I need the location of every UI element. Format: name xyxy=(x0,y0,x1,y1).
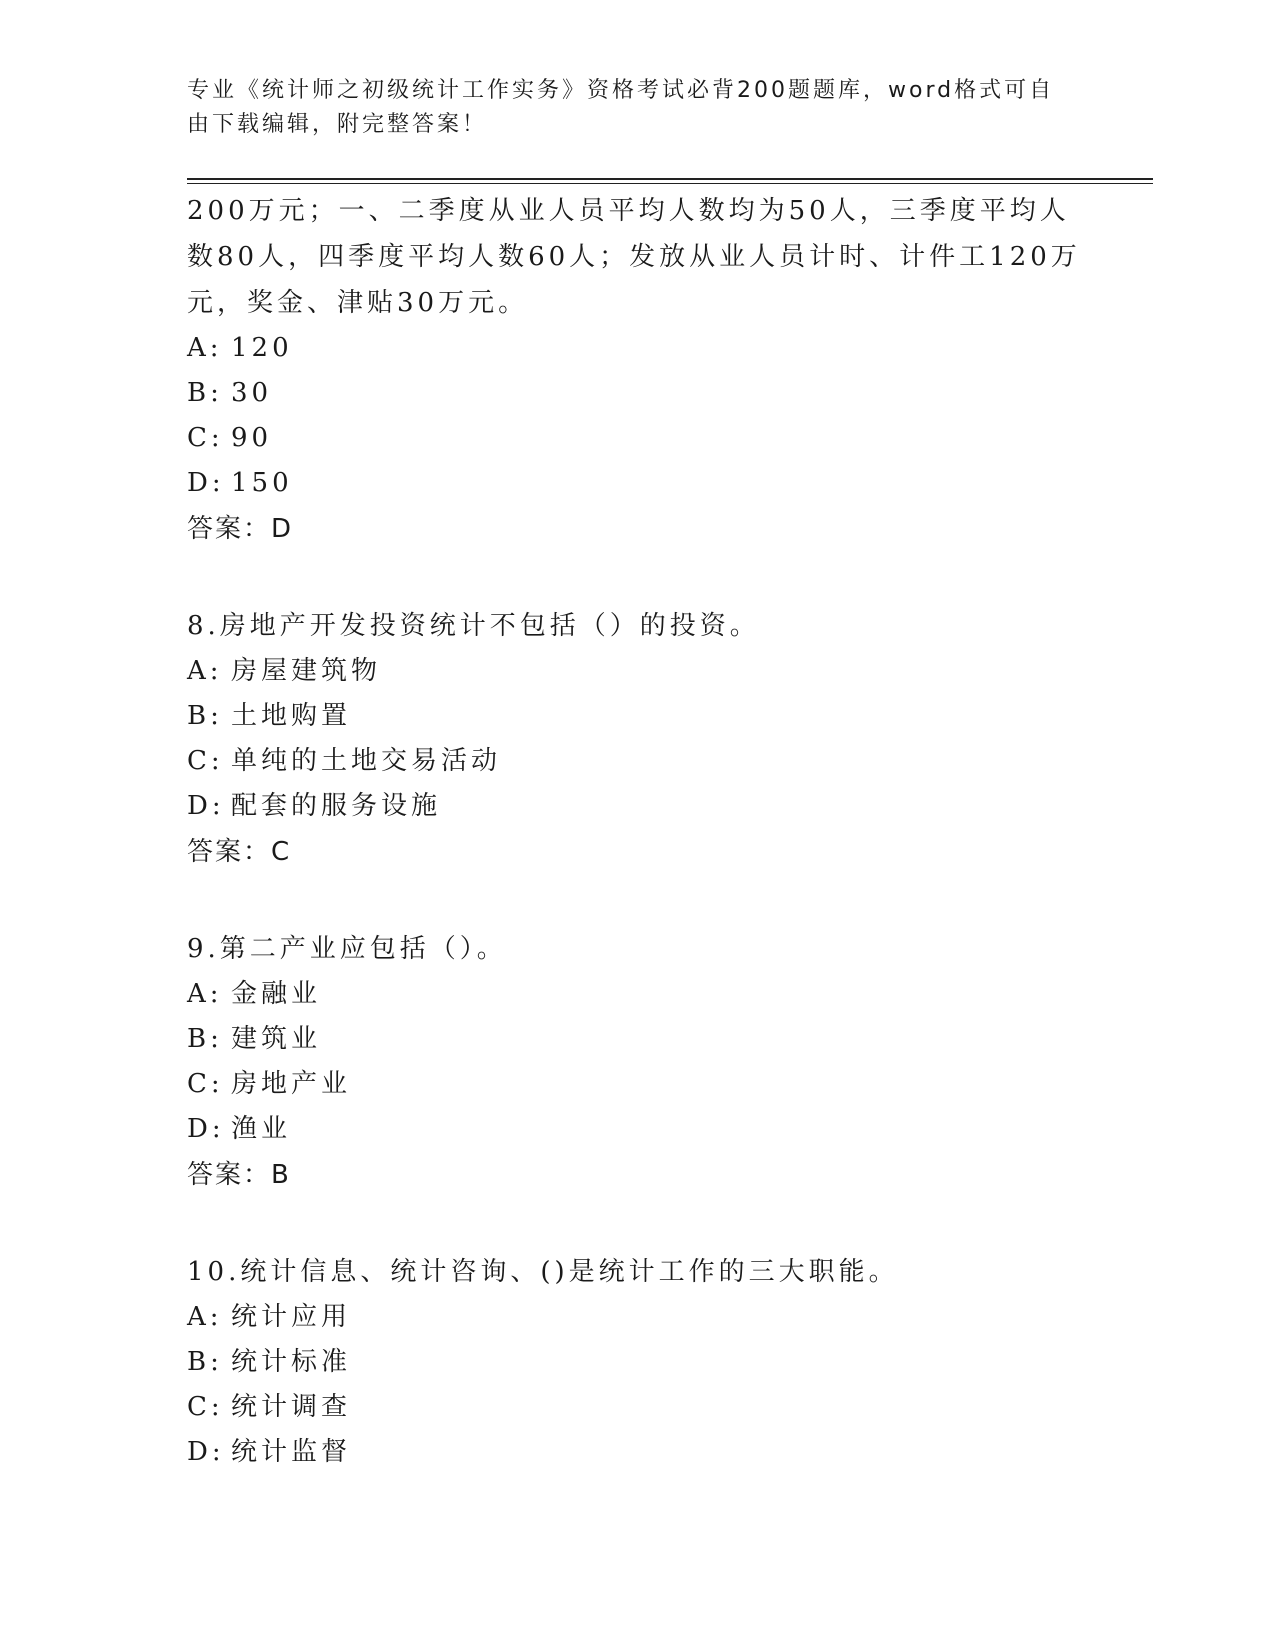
option-label: A: xyxy=(187,333,223,363)
option-c xyxy=(187,739,1087,784)
question-block-continued xyxy=(187,188,1087,552)
option-b xyxy=(187,1017,1087,1062)
option-text: 120 xyxy=(231,333,293,363)
option-label: C: xyxy=(187,1069,224,1099)
option-label: A: xyxy=(187,979,223,1009)
option-b xyxy=(187,1340,1087,1385)
answer-line: 答案：D xyxy=(187,514,294,544)
spacer xyxy=(187,875,1087,927)
option-text: 渔业 xyxy=(231,1114,292,1144)
spacer xyxy=(187,552,1087,604)
option-label: B: xyxy=(187,378,223,408)
option-text: 配套的服务设施 xyxy=(231,791,442,821)
option-text: 30 xyxy=(231,378,273,408)
option-d xyxy=(187,784,1087,829)
option-label: A: xyxy=(187,1302,223,1332)
option-text: 90 xyxy=(231,423,273,453)
option-label: D: xyxy=(187,791,225,821)
page-header: 专业《统计师之初级统计工作实务》资格考试必背200题题库，word格式可自由下载编辑，附完整答案！ xyxy=(187,78,1055,137)
question-stem: 10.统计信息、统计咨询、()是统计工作的三大职能。 xyxy=(187,1257,899,1287)
question-block-9 xyxy=(187,927,1087,1198)
option-label: B: xyxy=(187,701,223,731)
option-a xyxy=(187,972,1087,1017)
option-text: 统计标准 xyxy=(231,1347,352,1377)
question-block-10 xyxy=(187,1250,1087,1475)
option-label: B: xyxy=(187,1024,223,1054)
option-label: A: xyxy=(187,656,223,686)
option-c xyxy=(187,1385,1087,1430)
option-label: D: xyxy=(187,1437,225,1467)
option-d xyxy=(187,1430,1087,1475)
question-stem: 200万元；一、二季度从业人员平均人数均为50人，三季度平均人数80人，四季度平均人数60人；发放从业人员计时、计件工120万元，奖金、津贴30万元。 xyxy=(187,196,1081,318)
option-d xyxy=(187,1107,1087,1152)
option-text: 单纯的土地交易活动 xyxy=(231,746,502,776)
option-text: 150 xyxy=(231,468,293,498)
option-label: D: xyxy=(187,468,225,498)
option-text: 土地购置 xyxy=(231,701,352,731)
option-d xyxy=(187,461,1087,506)
question-stem: 9.第二产业应包括（）。 xyxy=(187,934,507,964)
option-label: C: xyxy=(187,746,224,776)
answer-line: 答案：C xyxy=(187,837,292,867)
answer-line: 答案：B xyxy=(187,1160,291,1190)
option-label: C: xyxy=(187,1392,224,1422)
option-label: D: xyxy=(187,1114,225,1144)
option-text: 统计应用 xyxy=(231,1302,352,1332)
spacer xyxy=(187,1198,1087,1250)
option-label: C: xyxy=(187,423,224,453)
option-a xyxy=(187,649,1087,694)
option-c xyxy=(187,1062,1087,1107)
option-text: 统计监督 xyxy=(231,1437,352,1467)
option-text: 房屋建筑物 xyxy=(231,656,382,686)
question-stem: 8.房地产开发投资统计不包括（）的投资。 xyxy=(187,611,760,641)
option-text: 金融业 xyxy=(231,979,322,1009)
option-label: B: xyxy=(187,1347,223,1377)
question-block-8 xyxy=(187,604,1087,875)
option-c xyxy=(187,416,1087,461)
option-text: 建筑业 xyxy=(231,1024,322,1054)
header-rule-thin xyxy=(187,183,1153,184)
header-rule-thick xyxy=(187,178,1153,180)
option-b xyxy=(187,694,1087,739)
option-b xyxy=(187,371,1087,416)
option-text: 房地产业 xyxy=(231,1069,352,1099)
option-a xyxy=(187,326,1087,371)
option-a xyxy=(187,1295,1087,1340)
question-content xyxy=(187,188,1087,1475)
option-text: 统计调查 xyxy=(231,1392,352,1422)
